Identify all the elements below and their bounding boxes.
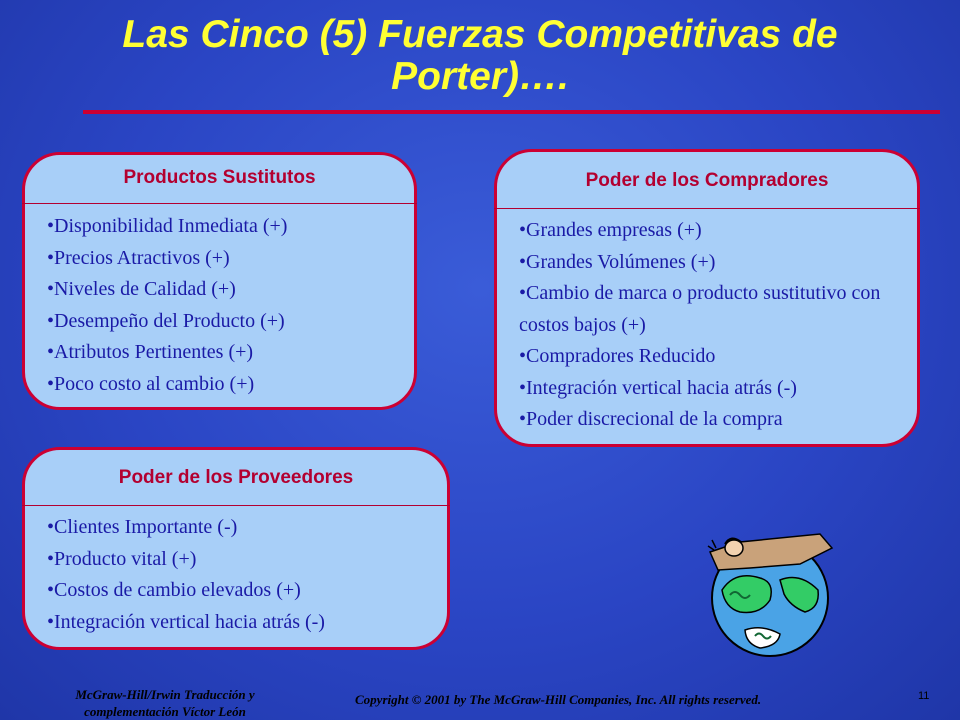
box-poder-compradores [494,149,920,447]
box-divider [494,208,920,209]
list-item: • Cambio de marca o producto sustitutivo con costos bajos (+) [519,278,899,341]
list-item: • Grandes empresas (+) [519,215,899,247]
box-divider [22,203,417,204]
list-item: • Costos de cambio elevados (+) [47,575,437,607]
globe-with-person-icon [700,520,840,660]
list-item: • Poco costo al cambio (+) [47,369,404,401]
box-heading: Productos Sustitutos [123,167,316,188]
list-item: • Grandes Volúmenes (+) [519,247,899,279]
list-item: • Integración vertical hacia atrás (-) [519,373,899,405]
list-item: • Disponibilidad Inmediata (+) [47,211,404,243]
box-heading: Poder de los Proveedores [118,467,354,488]
item-list [47,211,404,400]
list-item: • Compradores Reducido [519,341,899,373]
list-item: • Atributos Pertinentes (+) [47,337,404,369]
list-item: • Precios Atractivos (+) [47,243,404,275]
list-item: • Clientes Importante (-) [47,512,437,544]
footer-credits: McGraw-Hill/Irwin Traducción y complementación Víctor León [75,687,255,719]
item-list [519,215,899,436]
page-title: Las Cinco (5) Fuerzas Competitivas de Porter)…. [122,13,838,98]
box-heading: Poder de los Compradores [585,170,829,191]
footer-copyright: Copyright © 2001 by The McGraw-Hill Companies, Inc. All rights reserved. [355,692,762,707]
list-item: • Integración vertical hacia atrás (-) [47,607,437,639]
page-number: 11 [918,690,930,702]
box-productos-sustitutos [22,152,417,410]
box-poder-proveedores [22,447,450,650]
item-list [47,512,437,638]
list-item: • Niveles de Calidad (+) [47,274,404,306]
list-item: • Poder discrecional de la compra [519,404,899,436]
list-item: • Producto vital (+) [47,544,437,576]
list-item: • Desempeño del Producto (+) [47,306,404,338]
title-divider [83,110,940,114]
box-divider [22,505,450,506]
